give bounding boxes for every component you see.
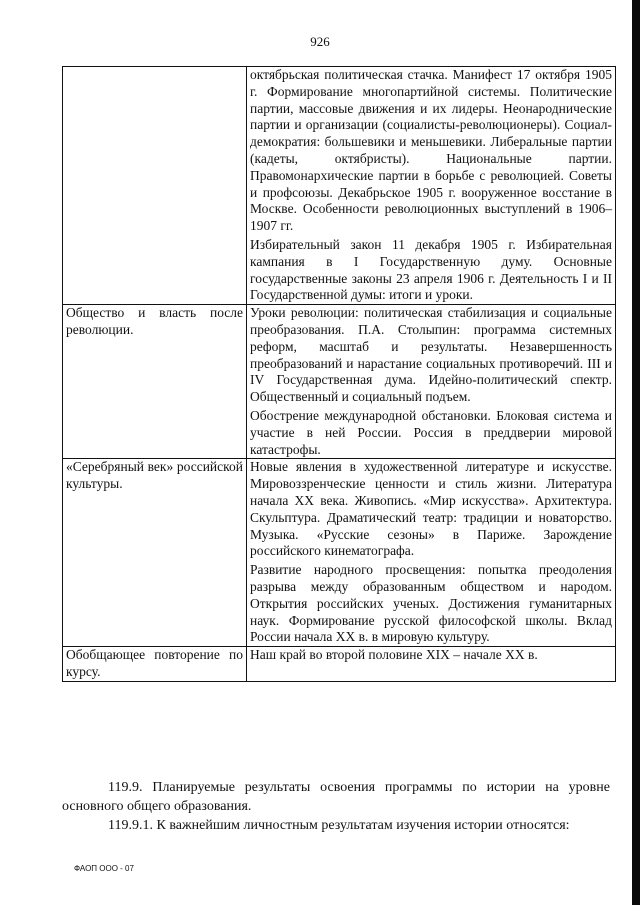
content-paragraph: октябрьская политическая стачка. Манифест 17 октября 1905 г. Формирование многопартийной системы. Политические партии, массовые движения и их лидеры. Неонароднические партии и организации (социалисты-революционеры). Социал-демократия: большевики и меньшевики. Либеральные партии (кадеты, октябристы). Национальные партии. Правомонархические партии в борьбе с революцией. Советы и профсоюзы. Декабрьское 1905 г. вооруженное восстание в Москве. Особенности революционных выступлений в 1906–1907 гг. [250,67,612,234]
topic-cell: Обобщающее повторение по курсу. [63,647,247,682]
table-row [63,647,616,682]
topic-cell [63,67,247,305]
content-cell [247,305,616,459]
scan-edge [632,0,640,905]
content-cell [247,459,616,647]
table-row [63,67,616,305]
topic-cell: «Серебряный век» российской культуры. [63,459,247,647]
page-number: 926 [310,34,330,49]
topic-cell: Общество и власть после революции. [63,305,247,459]
content-paragraph: Обострение международной обстановки. Блоковая система и участие в ней России. Россия в преддверии мировой катастрофы. [250,407,612,457]
content-paragraph: Развитие народного просвещения: попытка преодоления разрыва между образованным обществом и народом. Открытия российских ученых. Достижения гуманитарных наук. Формирование русской философской школы. Вклад России начала XX в. в мировую культуру. [250,562,612,645]
content-cell [247,647,616,682]
section-heading-paragraph: 119.9. Планируемые результаты освоения программы по истории на уровне основного общего образования. [62,780,610,814]
content-paragraph: Новые явления в художественной литературе и искусстве. Мировоззренческие ценности и стиль жизни. Литература начала XX века. Живопись. «Мир искусства». Архитектура. Скульптура. Драматический театр: традиции и новаторство. Музыка. «Русские сезоны» в Париже. Зарождение российского кинематографа. [250,459,612,559]
section-intro-paragraph: 119.9.1. К важнейшим личностным результатам изучения истории относятся: [108,818,570,833]
table-row [63,305,616,459]
content-paragraph: Наш край во второй половине XIX – начале XX в. [250,647,538,663]
footer-code: ФАОП ООО - 07 [74,864,134,873]
content-paragraph: Уроки революции: политическая стабилизация и социальные преобразования. П.А. Столыпин: программа системных реформ, масштаб и результаты. Незавершенность преобразований и нарастание социальных противоречий. III и IV Государственная дума. Идейно-политический спектр. Общественный и социальный подъем. [250,305,612,405]
body-text [62,778,610,835]
table-row [63,459,616,647]
content-paragraph: Избирательный закон 11 декабря 1905 г. Избирательная кампания в I Государственную думу. Основные государственные законы 23 апреля 1906 г. Деятельность I и II Государственной думы: итоги и уроки. [250,236,612,303]
curriculum-table [62,66,616,682]
content-cell [247,67,616,305]
